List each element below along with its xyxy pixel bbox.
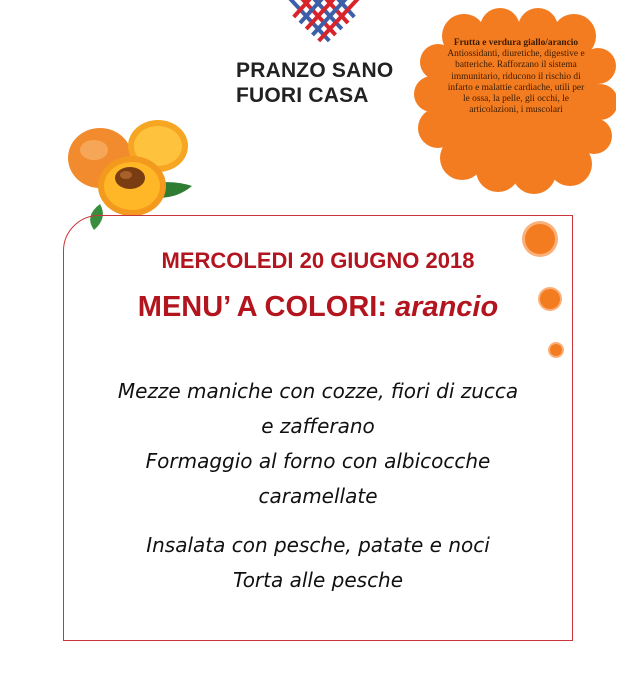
menu-date: MERCOLEDI 20 GIUGNO 2018 <box>161 248 475 273</box>
menu-dish-line: caramellate <box>258 484 378 508</box>
brand-line-2: FUORI CASA <box>236 84 369 107</box>
brand-name <box>236 58 436 108</box>
brand-line-1: PRANZO SANO <box>236 59 394 82</box>
menu-dish-line: e zafferano <box>261 414 375 438</box>
menu-title-prefix: MENU’ A COLORI: <box>137 291 396 323</box>
info-cloud-body: Antiossidanti, diuretiche, digestive e batteriche. Rafforzano il sistema immunitario, riducono il rischio di infarto e malattie cardiache, utili per le ossa, la pelle, gli occhi, le articolazioni, i muscolari <box>447 49 585 116</box>
menu-title <box>63 291 573 324</box>
menu-title-color-word: arancio <box>395 291 499 323</box>
menu-dish-line: Torta alle pesche <box>232 568 404 592</box>
decorative-dot-small <box>550 344 562 356</box>
heart-logo-icon <box>276 0 372 48</box>
menu-dish-line: Insalata con pesche, patate e noci <box>146 533 490 557</box>
menu-dish-line: Mezze maniche con cozze, fiori di zucca <box>117 379 519 403</box>
info-cloud-title: Frutta e verdura giallo/arancio <box>453 38 579 48</box>
info-cloud-text <box>446 38 586 148</box>
menu-dish-line: Formaggio al forno con albicocche <box>145 449 491 473</box>
